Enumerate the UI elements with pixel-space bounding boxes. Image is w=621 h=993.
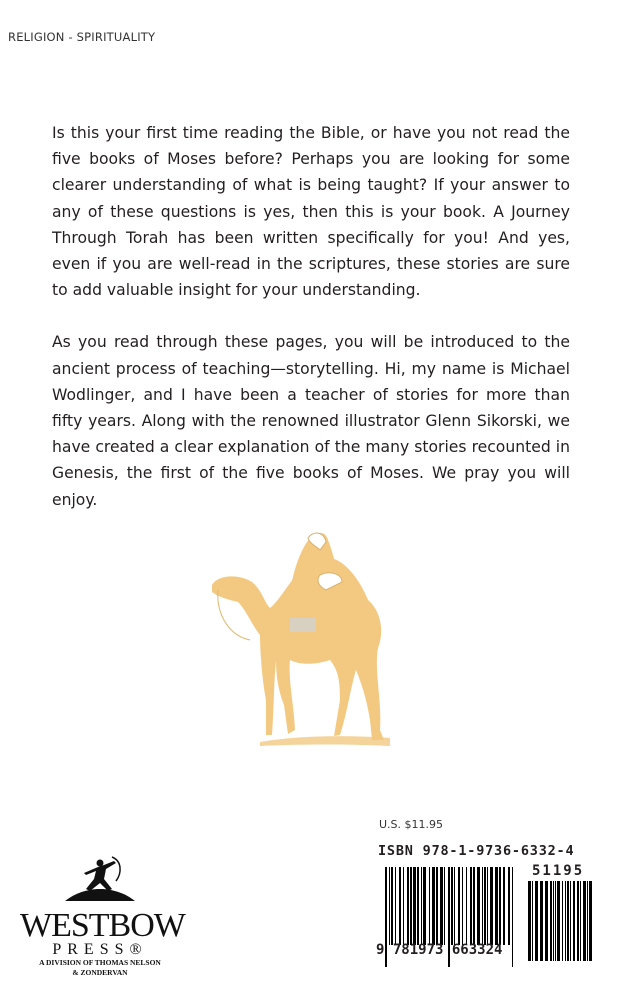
barcode-bar: [562, 881, 563, 961]
barcode-bar: [410, 867, 412, 945]
barcode-bar: [577, 881, 579, 961]
barcode-bar: [451, 867, 453, 945]
barcode-bar: [429, 867, 430, 945]
barcode-bar: [454, 867, 455, 945]
barcode-bar: [589, 881, 592, 961]
barcode-bar: [528, 881, 531, 961]
barcode-bar: [555, 881, 556, 961]
barcode-bar: [573, 881, 575, 961]
barcode-bar: [413, 867, 416, 945]
barcode-bar: [482, 867, 483, 945]
barcode-bar: [395, 867, 396, 945]
barcode-bar: [436, 867, 438, 945]
publisher-division-2: & ZONDERVAN: [72, 968, 128, 977]
barcode-bar: [545, 881, 548, 961]
barcode-bar: [458, 867, 460, 945]
barcode-bar: [403, 867, 404, 945]
camel-rider-icon: [190, 530, 400, 770]
barcode-bar: [432, 867, 435, 945]
barcode-bar: [540, 881, 543, 961]
barcode-bar: [399, 867, 401, 945]
archer-icon: [60, 855, 140, 903]
barcode-ean-number: 9 781973 663324: [376, 942, 503, 958]
barcode-bar: [423, 867, 426, 945]
barcode-bar: [512, 867, 513, 967]
barcode-bar: [484, 867, 486, 945]
category-label: RELIGION - SPIRITUALITY: [8, 30, 156, 44]
barcode-bar: [470, 867, 472, 945]
publisher-brand: WESTBOW: [20, 907, 185, 944]
barcode-bar: [587, 881, 588, 961]
barcode-bar: [391, 867, 393, 945]
isbn-barcode: [385, 867, 595, 977]
barcode-bar: [417, 867, 419, 945]
isbn-label: ISBN 978-1-9736-6332-4: [378, 843, 575, 859]
barcode-bar: [477, 867, 480, 945]
westbow-press-logo: [20, 855, 185, 978]
barcode-addon-number: 51195: [532, 863, 585, 879]
back-cover-blurb: [52, 120, 570, 539]
barcode-bar: [583, 881, 586, 961]
barcode-bar: [565, 881, 566, 961]
barcode-bar: [407, 867, 409, 945]
barcode-bar: [580, 881, 581, 961]
barcode-bar: [490, 867, 493, 945]
barcode-bar: [444, 867, 445, 945]
publisher-division: A DIVISION OF THOMAS NELSON: [39, 958, 161, 967]
blurb-paragraph: Is this your first time reading the Bible, or have you not read the five books of Moses before? Perhaps you are looking for some clearer understanding of what is being taught? If your answer to any of these questions is yes, then this is your book. A Journey Through Torah has been written specifically for you! And yes, even if you are well-read in the scriptures, these stories are sure to add valuable insight for your understanding.: [52, 124, 570, 300]
barcode-bar: [508, 867, 510, 945]
barcode-bar: [389, 867, 390, 945]
publisher-press: PRESS®: [52, 941, 148, 958]
barcode-bar: [487, 867, 488, 945]
barcode-bar: [499, 867, 501, 945]
barcode-bar: [535, 881, 538, 961]
blurb-paragraph: As you read through these pages, you will be introduced to the ancient process of teaching—storytelling. Hi, my name is Michael Wodlinger, and I have been a teacher of stories for more than fifty years. Along with the renowned illustrator Glenn Sikorski, we have created a clear explanation of the many stories recounted in Genesis, the first of the five books of Moses. We pray you will enjoy.: [52, 333, 570, 509]
barcode-bar: [462, 867, 463, 945]
barcode-bar: [532, 881, 533, 961]
barcode-bar: [553, 881, 554, 961]
barcode-bar: [557, 881, 560, 961]
barcode-bar: [567, 881, 569, 961]
barcode-bar: [440, 867, 443, 945]
barcode-bar: [570, 881, 571, 961]
price-label: U.S. $11.95: [379, 818, 444, 831]
barcode-bar: [473, 867, 475, 945]
barcode-bar: [466, 867, 467, 945]
barcode-bar: [421, 867, 422, 945]
barcode-bar: [495, 867, 498, 945]
barcode-bar: [550, 881, 552, 961]
barcode-bar: [503, 867, 505, 945]
